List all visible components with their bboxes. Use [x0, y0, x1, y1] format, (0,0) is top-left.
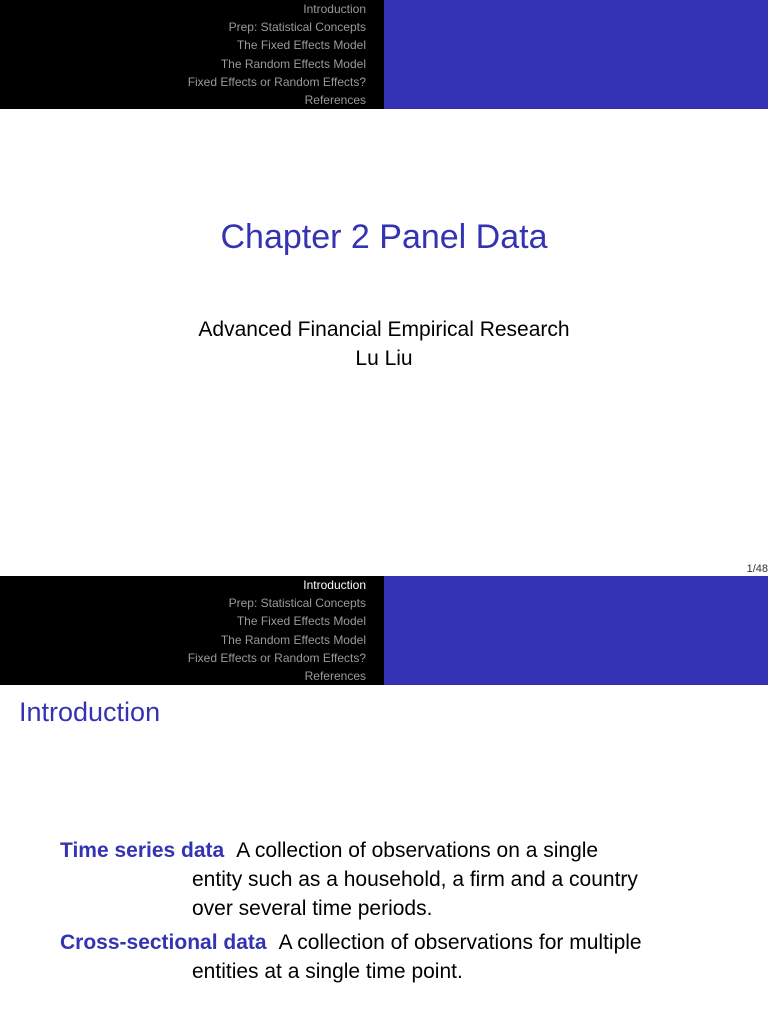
introduction-slide: [0, 576, 768, 1024]
navigation-bar-accent: [384, 0, 768, 109]
frame-title: Introduction: [19, 697, 161, 727]
nav-item-prep-statistical-concepts[interactable]: Prep: Statistical Concepts: [228, 20, 366, 35]
section-list: [0, 0, 384, 109]
definition-text: A collection of observations for multiple: [278, 931, 642, 954]
slide-title: Chapter 2 Panel Data: [220, 218, 548, 256]
definition-time-series: [60, 836, 760, 923]
nav-item-prep-statistical-concepts[interactable]: Prep: Statistical Concepts: [228, 596, 366, 611]
definition-cross-sectional: [60, 928, 760, 986]
definition-text: entities at a single time point.: [192, 960, 463, 983]
navigation-bar-accent: [384, 576, 768, 685]
section-navigation-bar: [0, 0, 768, 109]
nav-item-random-effects-model[interactable]: The Random Effects Model: [220, 56, 366, 71]
definition-text: entity such as a household, a firm and a country: [192, 868, 638, 891]
definition-list: [60, 836, 760, 986]
author-name: Lu Liu: [355, 347, 413, 370]
section-navigation-bar: [0, 576, 768, 685]
definition-term: Time series data: [60, 839, 225, 862]
definition-text: over several time periods.: [192, 897, 433, 920]
nav-item-references[interactable]: References: [304, 93, 366, 108]
nav-item-fixed-effects-model[interactable]: The Fixed Effects Model: [236, 614, 366, 629]
nav-item-fixed-or-random-effects[interactable]: Fixed Effects or Random Effects?: [187, 650, 366, 665]
nav-item-random-effects-model[interactable]: The Random Effects Model: [220, 632, 366, 647]
nav-item-introduction[interactable]: Introduction: [303, 578, 366, 592]
nav-item-fixed-effects-model[interactable]: The Fixed Effects Model: [236, 38, 366, 53]
course-name: Advanced Financial Empirical Research: [198, 318, 570, 341]
definition-term: Cross-sectional data: [60, 931, 267, 954]
nav-item-introduction[interactable]: Introduction: [303, 2, 366, 16]
nav-item-fixed-or-random-effects[interactable]: Fixed Effects or Random Effects?: [187, 74, 366, 89]
page-number: 1/48: [746, 563, 768, 575]
section-list: [0, 576, 384, 685]
slide-subtitle: [0, 315, 768, 373]
nav-item-references[interactable]: References: [304, 669, 366, 684]
definition-text: A collection of observations on a single: [236, 839, 599, 862]
